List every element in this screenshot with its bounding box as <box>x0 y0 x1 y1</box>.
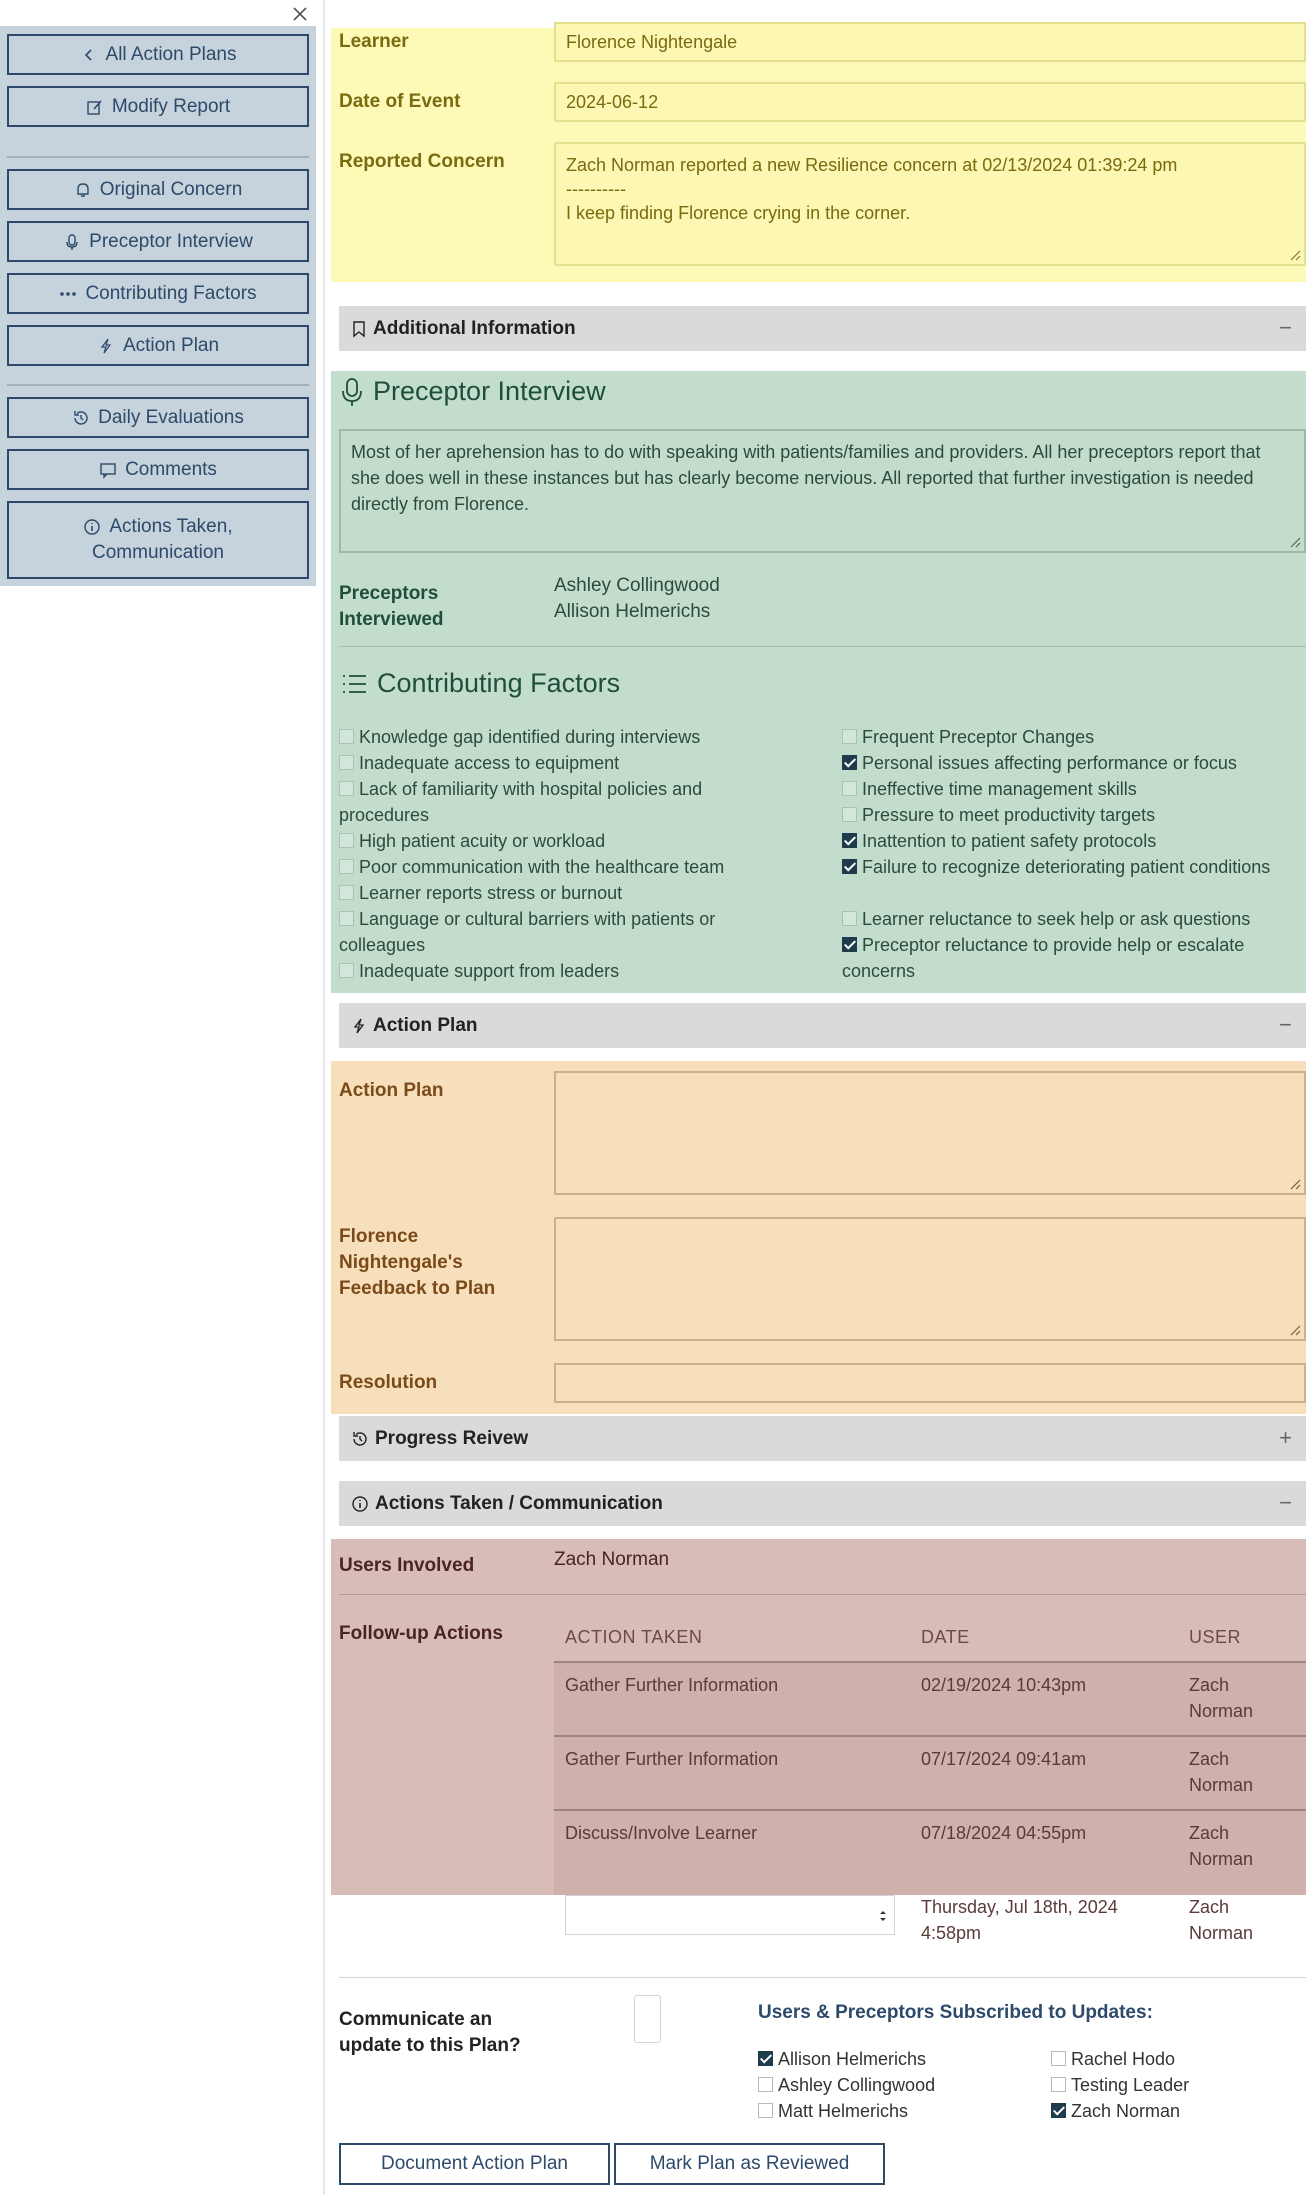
modify-report-button[interactable] <box>7 86 309 127</box>
document-action-plan-button[interactable]: Document Action Plan <box>339 2143 610 2185</box>
reported-line: ---------- <box>566 179 626 199</box>
checkbox-checked[interactable] <box>842 937 857 952</box>
interview-section <box>331 371 1306 993</box>
concern-section <box>331 28 1306 282</box>
comment-icon <box>99 461 117 479</box>
nav-label: Actions Taken, <box>109 516 233 537</box>
checkbox[interactable] <box>339 755 354 770</box>
column-header: ACTION TAKEN <box>565 1627 703 1647</box>
subscriber-checkbox[interactable] <box>758 2046 1058 2072</box>
factor-label: Ineffective time management skills <box>862 779 1137 799</box>
factor-checkbox[interactable] <box>339 828 799 854</box>
list-icon <box>341 673 367 695</box>
interview-title: Preceptor Interview <box>373 376 606 406</box>
factor-checkbox[interactable] <box>339 750 799 776</box>
communicate-toggle[interactable] <box>634 1995 661 2043</box>
reported-line: I keep finding Florence crying in the corner. <box>566 203 911 223</box>
lightning-icon <box>351 1017 367 1035</box>
resize-grip-icon[interactable] <box>1289 1324 1301 1336</box>
feedback-textarea[interactable] <box>554 1217 1306 1341</box>
checkbox[interactable] <box>842 911 857 926</box>
subscriber-name: Testing Leader <box>1071 2075 1190 2095</box>
factor-checkbox[interactable] <box>842 828 1302 854</box>
ellipsis-icon <box>59 285 77 303</box>
lightning-icon <box>97 337 115 355</box>
nav-label-row <box>83 516 232 538</box>
checkbox[interactable] <box>842 781 857 796</box>
history-icon <box>351 1430 369 1448</box>
factor-label: Language or cultural barriers with patients or colleagues <box>339 909 716 955</box>
factor-checkbox[interactable] <box>842 854 1282 880</box>
interview-heading <box>341 376 606 407</box>
factor-checkbox[interactable] <box>842 776 1302 802</box>
collapse-toggle[interactable]: − <box>1279 1012 1292 1037</box>
factor-label: Inadequate support from leaders <box>359 961 620 981</box>
microphone-icon <box>63 233 81 251</box>
nav-label: Daily Evaluations <box>98 406 244 428</box>
factor-label: Personal issues affecting performance or focus <box>862 753 1237 773</box>
reported-concern-label: Reported Concern <box>339 151 505 172</box>
resolution-label: Resolution <box>339 1372 438 1393</box>
factor-label: Pressure to meet productivity targets <box>862 805 1156 825</box>
checkbox[interactable] <box>758 2077 773 2092</box>
table-row <box>554 1809 1306 1895</box>
user-cell-line2: Norman <box>1189 1775 1254 1795</box>
subscriber-name: Matt Helmerichs <box>778 2101 909 2121</box>
subscriber-checkbox[interactable] <box>1051 2046 1312 2072</box>
users-involved-value: Zach Norman <box>554 1549 670 1570</box>
subscriber-checkbox[interactable] <box>1051 2072 1312 2098</box>
subscriber-name: Allison Helmerichs <box>778 2049 927 2069</box>
subscriber-checkbox[interactable] <box>1051 2098 1312 2124</box>
bell-icon <box>74 181 92 199</box>
factor-checkbox[interactable] <box>842 932 1302 984</box>
edit-icon <box>86 98 104 116</box>
factor-checkbox[interactable] <box>842 750 1302 776</box>
nav-label: Comments <box>125 458 217 480</box>
new-date: Thursday, Jul 18th, 2024 <box>921 1897 1118 1917</box>
date-cell: 07/17/2024 09:41am <box>921 1749 1087 1769</box>
action-plan-textarea[interactable] <box>554 1071 1306 1195</box>
history-icon <box>72 409 90 427</box>
bar-title: Progress Reivew <box>375 1427 529 1449</box>
action-plan-button[interactable] <box>7 325 309 366</box>
microphone-icon <box>341 377 363 407</box>
action-cell: Gather Further Information <box>565 1675 779 1695</box>
checkbox[interactable] <box>339 859 354 874</box>
collapse-toggle[interactable]: − <box>1279 315 1292 340</box>
actions-taken-bar[interactable] <box>339 1481 1306 1526</box>
collapse-toggle[interactable]: − <box>1279 1490 1292 1515</box>
close-icon[interactable] <box>288 2 312 26</box>
reported-line: Zach Norman reported a new Resilience concern at 02/13/2024 01:39:24 pm <box>566 155 1178 175</box>
factor-checkbox[interactable] <box>842 724 1302 750</box>
action-cell: Gather Further Information <box>565 1749 779 1769</box>
resize-grip-icon[interactable] <box>1289 536 1301 548</box>
checkbox[interactable] <box>339 729 354 744</box>
subscriber-checkbox[interactable] <box>758 2098 1058 2124</box>
sidebar <box>0 0 325 2195</box>
factor-label: High patient acuity or workload <box>359 831 606 851</box>
table-row <box>554 1735 1306 1809</box>
checkbox[interactable] <box>339 833 354 848</box>
communicate-label-line2: update to this Plan? <box>339 2035 521 2056</box>
subscriber-name: Rachel Hodo <box>1071 2049 1176 2069</box>
learner-field[interactable]: Florence Nightengale <box>554 22 1306 62</box>
contributing-factors-button[interactable] <box>7 273 309 314</box>
date-label: Date of Event <box>339 91 461 112</box>
factor-checkbox[interactable] <box>842 802 1302 828</box>
factors-heading <box>341 668 620 699</box>
actions-taken-communication-button[interactable] <box>7 501 309 579</box>
column-header: DATE <box>921 1627 970 1647</box>
communicate-label: Communicate an <box>339 2009 493 2030</box>
factor-label: Inadequate access to equipment <box>359 753 620 773</box>
factor-checkbox[interactable] <box>339 854 799 880</box>
new-user-line2: Norman <box>1189 1923 1254 1943</box>
mark-plan-reviewed-button[interactable]: Mark Plan as Reviewed <box>614 2143 885 2185</box>
all-action-plans-button[interactable] <box>7 34 309 75</box>
table-row <box>554 1661 1306 1735</box>
section-divider <box>339 646 1306 647</box>
action-plan-section <box>331 1061 1306 1414</box>
user-cell: Zach <box>1189 1749 1230 1769</box>
checkbox[interactable] <box>339 911 354 926</box>
section-divider <box>339 1594 1306 1595</box>
additional-information-bar[interactable] <box>339 306 1306 351</box>
date-cell: 07/18/2024 04:55pm <box>921 1823 1087 1843</box>
section-divider <box>339 1977 1306 1978</box>
checkbox-checked[interactable] <box>842 755 857 770</box>
progress-review-bar[interactable] <box>339 1416 1306 1461</box>
factor-checkbox[interactable] <box>339 906 779 958</box>
preceptor-interview-button[interactable] <box>7 221 309 262</box>
sidebar-divider <box>7 156 309 158</box>
new-date-line2: 4:58pm <box>921 1923 982 1943</box>
daily-evaluations-button[interactable] <box>7 397 309 438</box>
checkbox[interactable] <box>842 729 857 744</box>
bar-title: Action Plan <box>373 1014 478 1036</box>
user-cell-line2: Norman <box>1189 1701 1254 1721</box>
checkbox[interactable] <box>339 885 354 900</box>
select-arrows-icon <box>878 1908 888 1924</box>
factors-title: Contributing Factors <box>377 668 621 698</box>
subscriber-checkbox[interactable] <box>758 2072 1058 2098</box>
subscriber-name: Zach Norman <box>1071 2101 1181 2121</box>
column-header: USER <box>1189 1627 1242 1647</box>
checkbox[interactable] <box>842 807 857 822</box>
subscriber-name: Ashley Collingwood <box>778 2075 936 2095</box>
nav-label: Action Plan <box>122 334 220 356</box>
factor-label: Failure to recognize deteriorating patient conditions <box>862 857 1271 877</box>
factor-checkbox[interactable] <box>339 776 779 828</box>
resolution-field[interactable] <box>554 1363 1306 1403</box>
interview-notes: Most of her aprehension has to do with speaking with patients/families and providers. All her preceptors report that she does well in these instances but has clearly become nervious. All reported that further investigation is needed directly from Florence. <box>351 442 1261 514</box>
checkbox[interactable] <box>758 2103 773 2118</box>
factor-label: Frequent Preceptor Changes <box>862 727 1095 747</box>
feedback-label-line2: Nightengale's <box>339 1252 463 1273</box>
checkbox[interactable] <box>339 781 354 796</box>
nav-label: Preceptor Interview <box>89 230 253 252</box>
resize-grip-icon[interactable] <box>1289 249 1301 261</box>
factor-checkbox[interactable] <box>339 880 799 906</box>
factor-label: Preceptor reluctance to provide help or escalate concerns <box>842 935 1245 981</box>
new-user: Zach <box>1189 1897 1230 1917</box>
checkbox-checked[interactable] <box>842 859 857 874</box>
nav-label: Contributing Factors <box>85 282 257 304</box>
bookmark-icon <box>351 320 367 338</box>
date-cell: 02/19/2024 10:43pm <box>921 1675 1087 1695</box>
action-taken-select[interactable] <box>565 1895 895 1935</box>
actions-taken-section <box>331 1539 1306 1895</box>
date-field[interactable]: 2024-06-12 <box>554 82 1306 122</box>
checkbox-checked[interactable] <box>1051 2103 1066 2118</box>
factor-label: Learner reports stress or burnout <box>359 883 623 903</box>
factor-label: Poor communication with the healthcare team <box>359 857 725 877</box>
original-concern-button[interactable] <box>7 169 309 210</box>
users-involved-label: Users Involved <box>339 1555 475 1576</box>
sidebar-divider <box>7 384 309 386</box>
feedback-label-line3: Feedback to Plan <box>339 1278 496 1299</box>
info-icon <box>351 1495 369 1513</box>
follow-up-label: Follow-up Actions <box>339 1623 503 1644</box>
nav-label: Original Concern <box>99 178 243 200</box>
nav-label-line2: Communication <box>92 542 224 563</box>
expand-toggle[interactable]: + <box>1279 1425 1292 1450</box>
preceptors-label: Preceptors <box>339 583 439 604</box>
action-cell: Discuss/Involve Learner <box>565 1823 758 1843</box>
bar-title: Actions Taken / Communication <box>375 1492 663 1514</box>
action-plan-label: Action Plan <box>339 1080 444 1101</box>
info-icon <box>83 518 101 536</box>
user-cell: Zach <box>1189 1675 1230 1695</box>
preceptor-name: Allison Helmerichs <box>554 601 711 622</box>
factor-checkbox[interactable] <box>339 958 799 984</box>
bar-title: Additional Information <box>373 317 576 339</box>
preceptor-name: Ashley Collingwood <box>554 575 720 596</box>
subscribers-title: Users & Preceptors Subscribed to Updates: <box>758 2002 1153 2023</box>
action-plan-bar[interactable] <box>339 1003 1306 1048</box>
preceptors-label-line2: Interviewed <box>339 609 444 630</box>
chevron-left-icon <box>80 46 98 64</box>
user-cell-line2: Norman <box>1189 1849 1254 1869</box>
checkbox-checked[interactable] <box>842 833 857 848</box>
factor-label: Knowledge gap identified during interviews <box>359 727 701 747</box>
comments-button[interactable] <box>7 449 309 490</box>
factor-label: Lack of familiarity with hospital policies and procedures <box>339 779 703 825</box>
factor-checkbox[interactable] <box>339 724 799 750</box>
factor-label: Inattention to patient safety protocols <box>862 831 1157 851</box>
checkbox[interactable] <box>339 963 354 978</box>
learner-label: Learner <box>339 31 409 52</box>
interview-notes-textarea[interactable] <box>339 429 1306 553</box>
user-cell: Zach <box>1189 1823 1230 1843</box>
feedback-label: Florence <box>339 1226 419 1247</box>
nav-label: All Action Plans <box>105 43 237 65</box>
factor-checkbox[interactable] <box>842 906 1302 932</box>
reported-concern-textarea[interactable] <box>554 142 1306 266</box>
resize-grip-icon[interactable] <box>1289 1178 1301 1190</box>
nav-label: Modify Report <box>111 95 231 117</box>
checkbox-checked[interactable] <box>758 2051 773 2066</box>
factor-label: Learner reluctance to seek help or ask questions <box>862 909 1251 929</box>
checkbox[interactable] <box>1051 2051 1066 2066</box>
checkbox[interactable] <box>1051 2077 1066 2092</box>
